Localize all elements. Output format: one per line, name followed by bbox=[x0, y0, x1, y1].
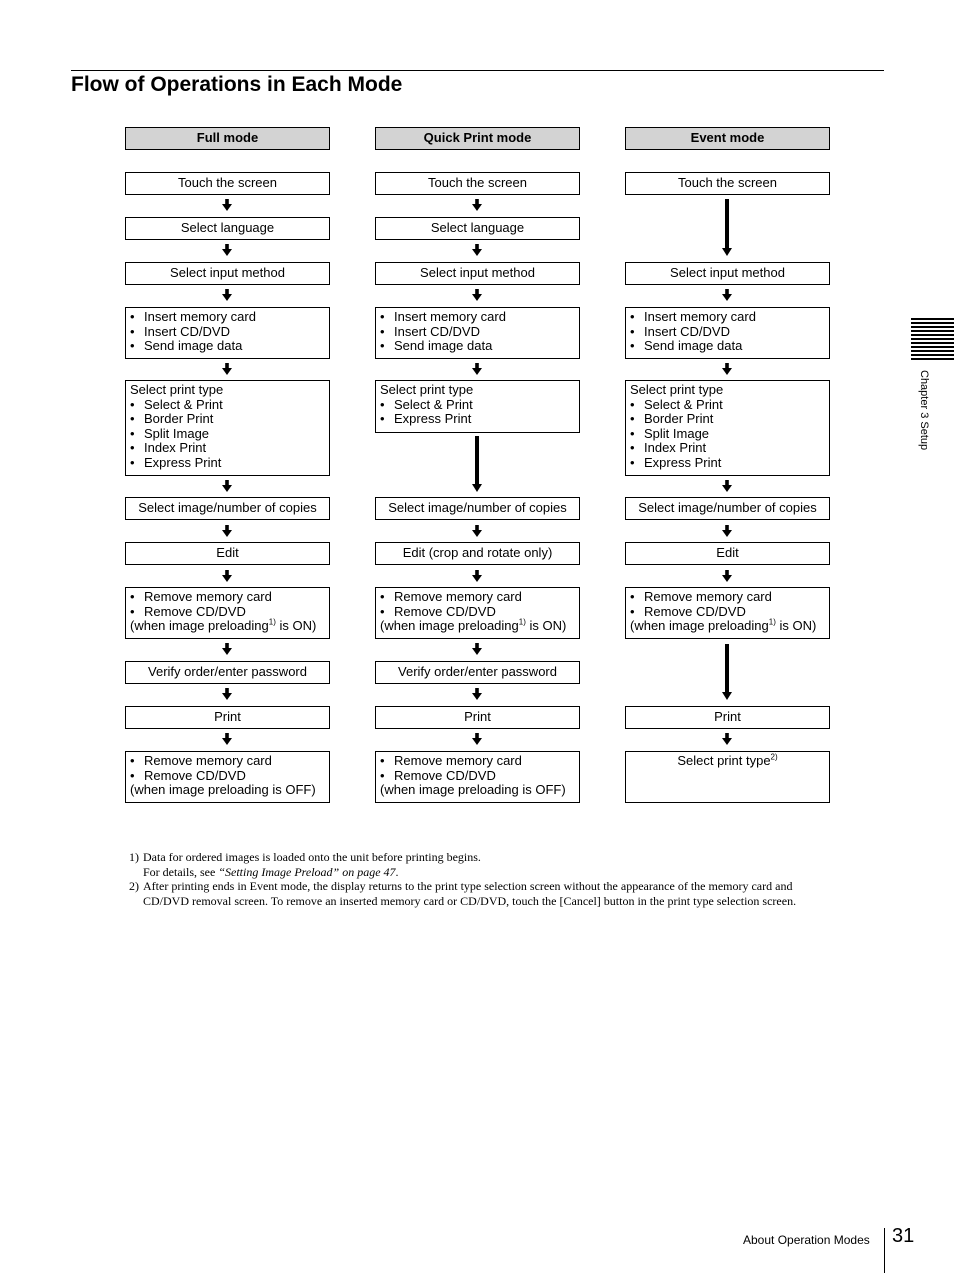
down-arrow-icon bbox=[472, 363, 482, 375]
down-arrow-icon bbox=[722, 733, 732, 745]
down-arrow-icon bbox=[222, 525, 232, 537]
remove-media-on-step bbox=[625, 587, 830, 639]
list-item: • Remove CD/DVD bbox=[380, 769, 575, 784]
list-item: • Border Print bbox=[630, 412, 825, 427]
step-label: Edit bbox=[216, 545, 239, 561]
down-arrow-icon bbox=[222, 289, 232, 301]
list-item: • Remove CD/DVD bbox=[130, 769, 325, 784]
note-text: is ON) bbox=[275, 618, 317, 633]
step-label: Select image/number of copies bbox=[388, 500, 567, 516]
edit-step bbox=[125, 542, 330, 565]
select-print-type-step bbox=[625, 380, 830, 476]
insert-media-step bbox=[125, 307, 330, 359]
footnote-ref: 1) bbox=[518, 617, 526, 627]
final-select-print-type-step bbox=[625, 751, 830, 803]
down-arrow-icon bbox=[222, 570, 232, 582]
long-down-arrow-icon bbox=[722, 644, 732, 700]
remove-media-off-step bbox=[125, 751, 330, 803]
verify-order-step bbox=[125, 661, 330, 684]
header-label: Full mode bbox=[196, 130, 259, 146]
list-item: • Insert CD/DVD bbox=[630, 325, 825, 340]
list-item: • Remove CD/DVD bbox=[130, 605, 325, 620]
step-label: Select image/number of copies bbox=[638, 500, 817, 516]
note-text: is ON) bbox=[775, 618, 817, 633]
down-arrow-icon bbox=[472, 688, 482, 700]
footnote-1 bbox=[129, 850, 829, 879]
header-label: Quick Print mode bbox=[423, 130, 532, 146]
down-arrow-icon bbox=[222, 688, 232, 700]
footer-section-title: About Operation Modes bbox=[743, 1233, 870, 1247]
footnote-ref: 2) bbox=[770, 752, 778, 762]
touch-screen-step bbox=[375, 172, 580, 195]
select-copies-step bbox=[625, 497, 830, 520]
down-arrow-icon bbox=[472, 289, 482, 301]
down-arrow-icon bbox=[222, 244, 232, 256]
down-arrow-icon bbox=[722, 289, 732, 301]
select-input-method-step bbox=[625, 262, 830, 285]
touch-screen-step bbox=[125, 172, 330, 195]
quick-print-mode-header bbox=[375, 127, 580, 150]
long-down-arrow-icon bbox=[472, 436, 482, 492]
down-arrow-icon bbox=[722, 570, 732, 582]
step-label: Touch the screen bbox=[177, 175, 277, 191]
footnote-text: . bbox=[395, 864, 399, 879]
step-label: Touch the screen bbox=[677, 175, 777, 191]
list-item: • Remove CD/DVD bbox=[630, 605, 825, 620]
page-title: Flow of Operations in Each Mode bbox=[71, 73, 403, 96]
down-arrow-icon bbox=[222, 643, 232, 655]
list-item: • Remove memory card bbox=[630, 590, 825, 605]
list-item: • Insert memory card bbox=[380, 310, 575, 325]
print-step bbox=[625, 706, 830, 729]
remove-media-on-step bbox=[125, 587, 330, 639]
list-item: • Express Print bbox=[130, 456, 325, 471]
list-item: • Border Print bbox=[130, 412, 325, 427]
long-down-arrow-icon bbox=[722, 199, 732, 256]
list-item: • Split Image bbox=[130, 427, 325, 442]
list-item: • Remove memory card bbox=[380, 754, 575, 769]
footnote-ref: 1) bbox=[768, 617, 776, 627]
note-text: (when image preloading bbox=[380, 618, 519, 633]
step-label: Verify order/enter password bbox=[398, 664, 557, 680]
list-item: • Select & Print bbox=[380, 398, 575, 413]
list-item: • Insert CD/DVD bbox=[380, 325, 575, 340]
preload-note bbox=[130, 619, 325, 634]
down-arrow-icon bbox=[472, 733, 482, 745]
chapter-label: Chapter 3 Setup bbox=[918, 370, 930, 451]
step-title: Select print type bbox=[380, 382, 474, 397]
chapter-tab-marker bbox=[911, 318, 954, 362]
step-label: Edit (crop and rotate only) bbox=[402, 545, 553, 561]
page-number: 31 bbox=[892, 1225, 915, 1247]
down-arrow-icon bbox=[472, 244, 482, 256]
footnote-text: For details, see bbox=[143, 864, 219, 879]
note-text: (when image preloading bbox=[630, 618, 769, 633]
print-step bbox=[375, 706, 580, 729]
full-mode-header bbox=[125, 127, 330, 150]
quick-print-mode-column bbox=[375, 0, 580, 810]
list-item: • Send image data bbox=[630, 339, 825, 354]
note-text: (when image preloading bbox=[130, 618, 269, 633]
note-text: is ON) bbox=[525, 618, 567, 633]
down-arrow-icon bbox=[472, 525, 482, 537]
step-title: Select print type bbox=[630, 382, 724, 397]
select-language-step bbox=[125, 217, 330, 240]
remove-media-off-step bbox=[375, 751, 580, 803]
list-item: • Express Print bbox=[380, 412, 575, 427]
step-title: Select print type bbox=[130, 382, 224, 397]
footnote-ref: 1) bbox=[268, 617, 276, 627]
list-item: • Insert CD/DVD bbox=[130, 325, 325, 340]
footnotes bbox=[129, 850, 829, 908]
select-language-step bbox=[375, 217, 580, 240]
down-arrow-icon bbox=[722, 480, 732, 492]
list-item: • Express Print bbox=[630, 456, 825, 471]
list-item: • Remove memory card bbox=[130, 754, 325, 769]
down-arrow-icon bbox=[472, 570, 482, 582]
list-item: • Index Print bbox=[130, 441, 325, 456]
list-item: • Insert memory card bbox=[130, 310, 325, 325]
step-label: Print bbox=[464, 709, 491, 725]
preload-note bbox=[630, 619, 825, 634]
footnote-number: 2) bbox=[129, 879, 139, 894]
footnote-number: 1) bbox=[129, 850, 139, 864]
list-item: • Remove memory card bbox=[380, 590, 575, 605]
list-item: • Send image data bbox=[130, 339, 325, 354]
step-label: Select language bbox=[180, 220, 275, 236]
down-arrow-icon bbox=[472, 199, 482, 211]
preload-note: (when image preloading is OFF) bbox=[380, 782, 566, 797]
down-arrow-icon bbox=[722, 525, 732, 537]
select-print-type-step bbox=[375, 380, 580, 433]
preload-note bbox=[380, 619, 575, 634]
step-label: Edit bbox=[716, 545, 739, 561]
verify-order-step bbox=[375, 661, 580, 684]
select-input-method-step bbox=[125, 262, 330, 285]
step-label: Select input method bbox=[670, 265, 785, 281]
preload-note: (when image preloading is OFF) bbox=[130, 782, 316, 797]
header-label: Event mode bbox=[690, 130, 765, 146]
down-arrow-icon bbox=[222, 480, 232, 492]
full-mode-column bbox=[125, 0, 330, 810]
edit-step bbox=[625, 542, 830, 565]
step-label: Select image/number of copies bbox=[138, 500, 317, 516]
print-step bbox=[125, 706, 330, 729]
step-label: Print bbox=[214, 709, 241, 725]
cross-reference: “Setting Image Preload” on page 47 bbox=[218, 864, 396, 879]
step-label: Select input method bbox=[420, 265, 535, 281]
list-item: • Remove CD/DVD bbox=[380, 605, 575, 620]
down-arrow-icon bbox=[222, 733, 232, 745]
select-copies-step bbox=[125, 497, 330, 520]
footnote-text: After printing ends in Event mode, the display returns to the print type selection screen without the appearance of the memory card and CD/DVD removal screen. To remove an inserted memory card or CD/DVD, touch the [Cancel] button in the print type selection screen. bbox=[143, 879, 797, 908]
list-item: • Split Image bbox=[630, 427, 825, 442]
footnote-reference-line bbox=[143, 865, 829, 880]
event-mode-header bbox=[625, 127, 830, 150]
footnote-2 bbox=[129, 879, 829, 908]
select-input-method-step bbox=[375, 262, 580, 285]
remove-media-on-step bbox=[375, 587, 580, 639]
list-item: • Index Print bbox=[630, 441, 825, 456]
step-label: Select language bbox=[430, 220, 525, 236]
footnote-text: Data for ordered images is loaded onto the unit before printing begins. bbox=[143, 850, 481, 864]
step-label: Touch the screen bbox=[427, 175, 527, 191]
select-print-type-step bbox=[125, 380, 330, 476]
event-mode-column bbox=[625, 0, 830, 810]
footer-divider bbox=[884, 1228, 885, 1273]
step-label: Select input method bbox=[170, 265, 285, 281]
down-arrow-icon bbox=[222, 363, 232, 375]
step-label: Select print type bbox=[677, 753, 771, 768]
step-label: Verify order/enter password bbox=[148, 664, 307, 680]
down-arrow-icon bbox=[722, 363, 732, 375]
edit-step bbox=[375, 542, 580, 565]
list-item: • Select & Print bbox=[630, 398, 825, 413]
list-item: • Send image data bbox=[380, 339, 575, 354]
insert-media-step bbox=[625, 307, 830, 359]
list-item: • Insert memory card bbox=[630, 310, 825, 325]
list-item: • Remove memory card bbox=[130, 590, 325, 605]
down-arrow-icon bbox=[472, 643, 482, 655]
insert-media-step bbox=[375, 307, 580, 359]
select-copies-step bbox=[375, 497, 580, 520]
step-label: Print bbox=[714, 709, 741, 725]
touch-screen-step bbox=[625, 172, 830, 195]
down-arrow-icon bbox=[222, 199, 232, 211]
list-item: • Select & Print bbox=[130, 398, 325, 413]
